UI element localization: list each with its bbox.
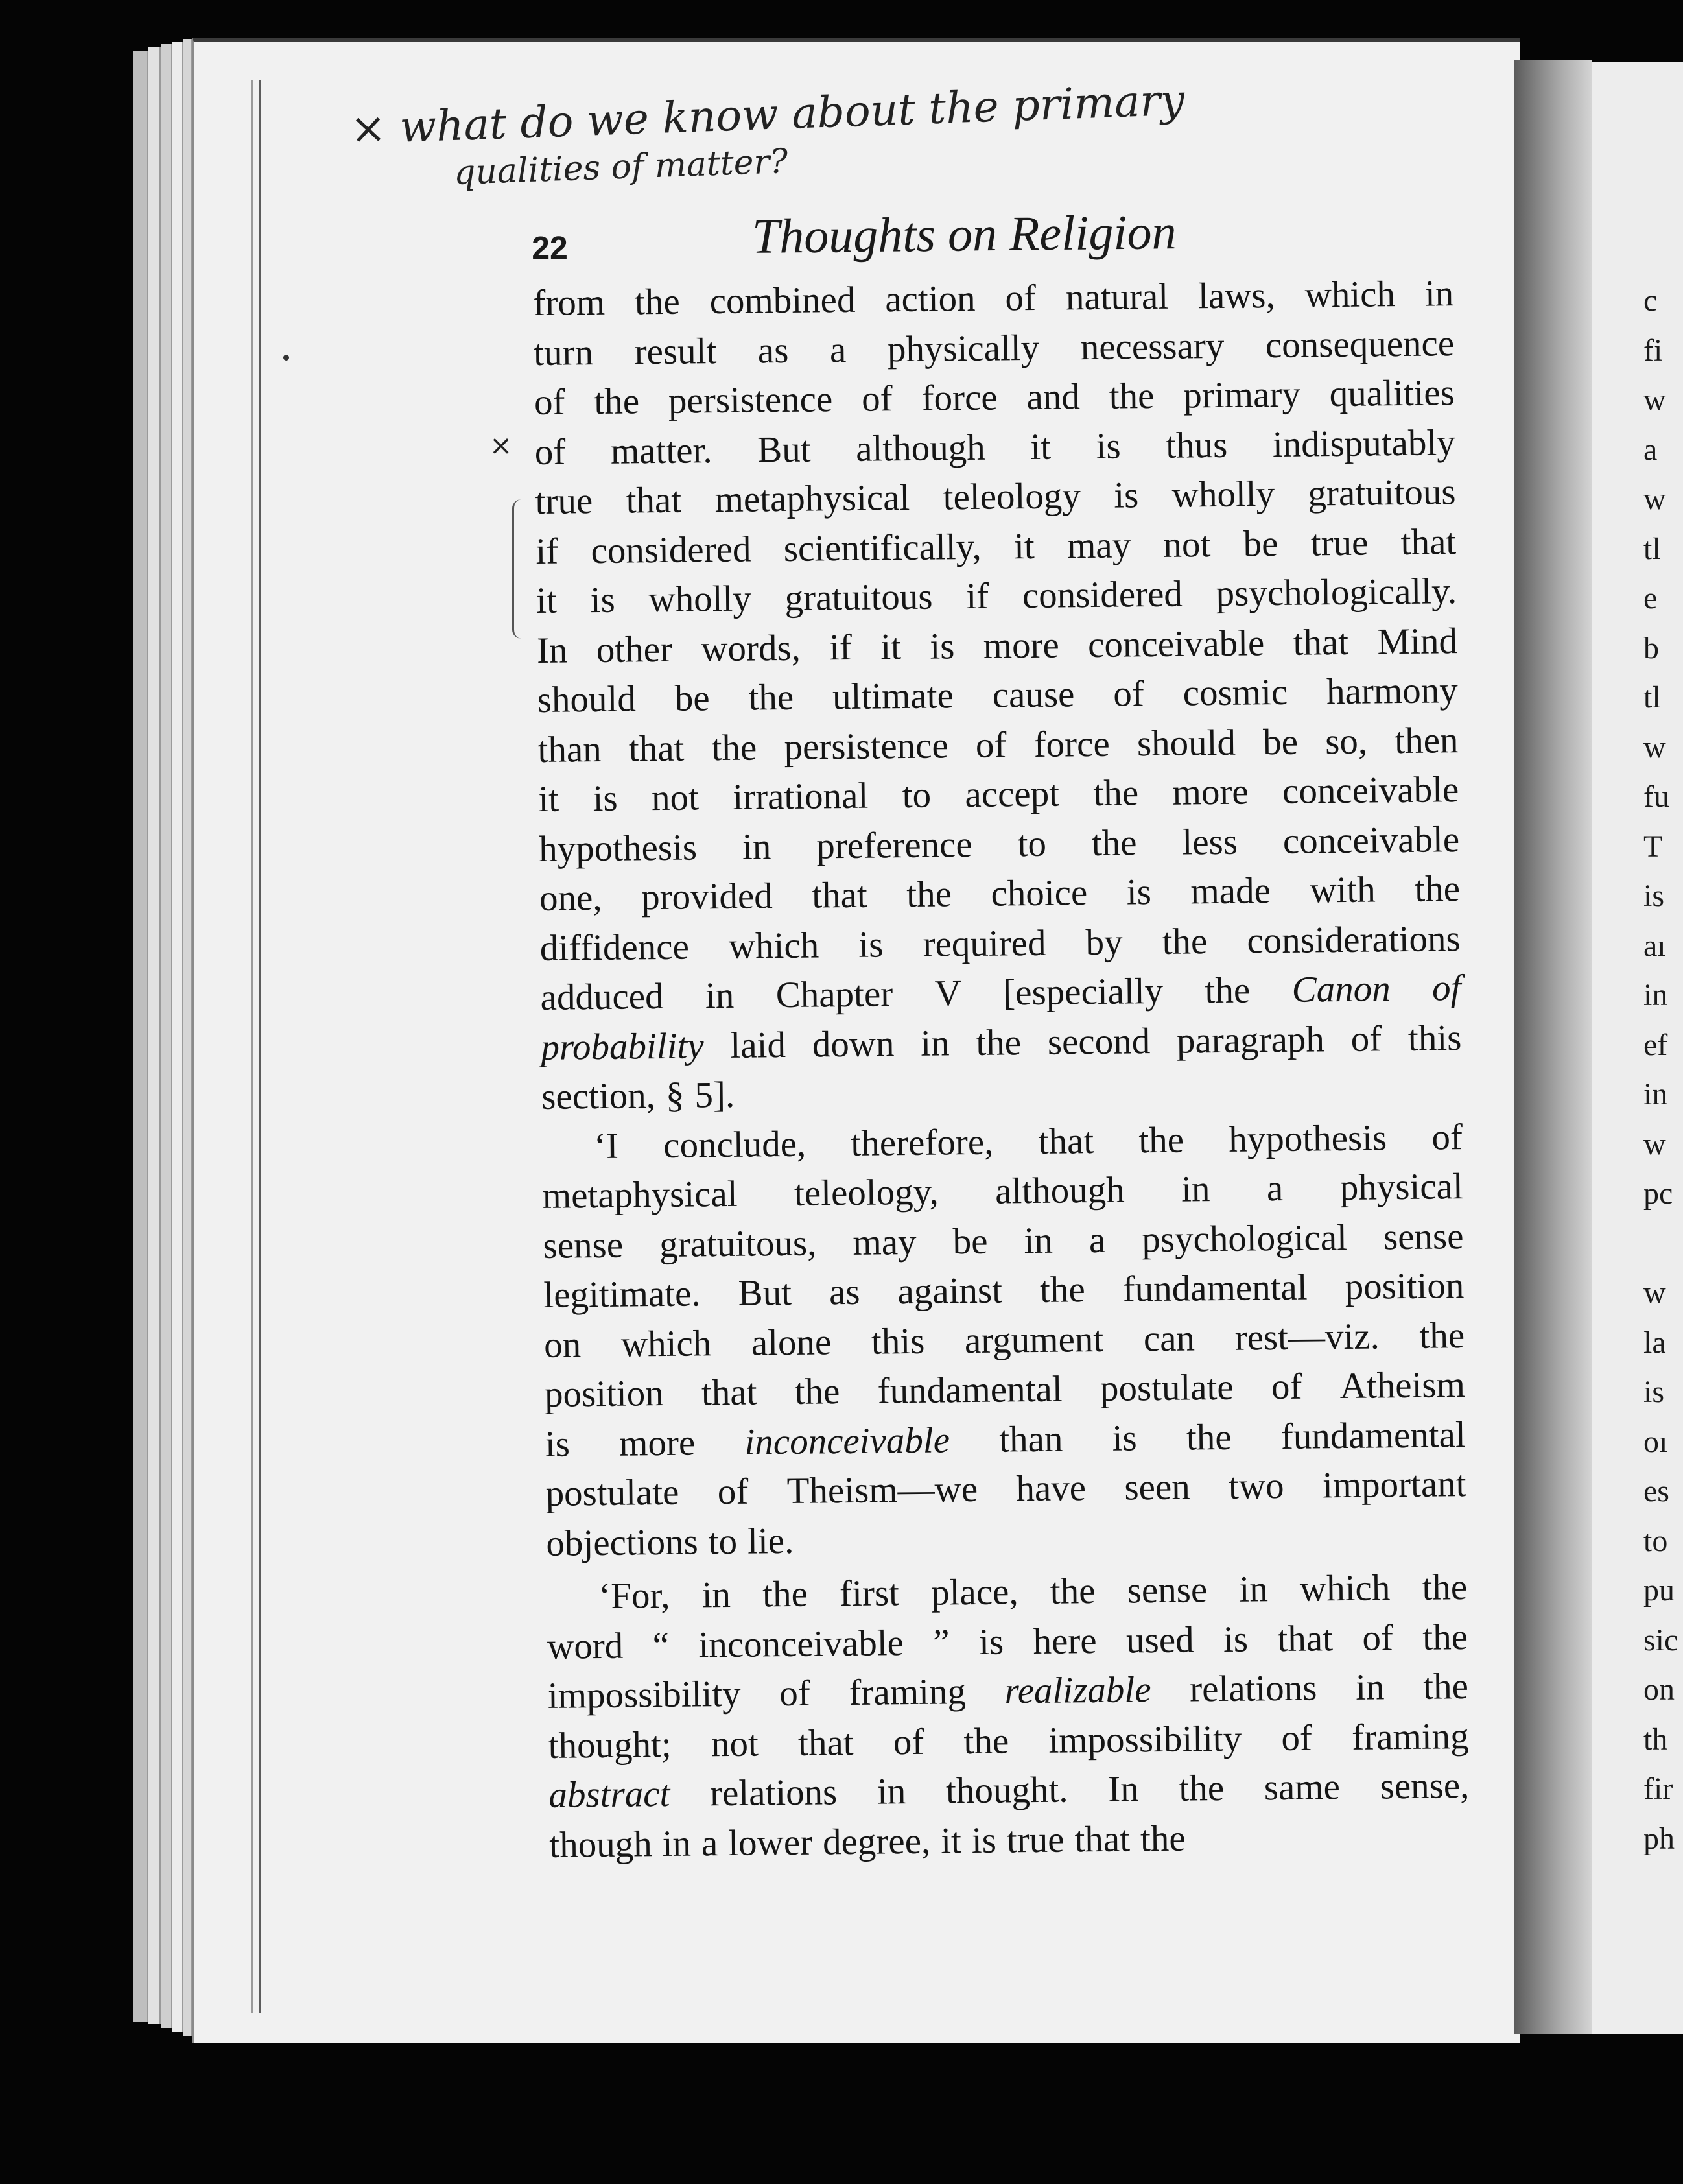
facing-page-fragment: fu [1643, 779, 1669, 814]
text-line: one, provided that the choice is made with the [539, 868, 1461, 919]
text-line: from the combined action of natural laws, which in [533, 273, 1454, 324]
page-header [532, 202, 1459, 270]
facing-page-fragment: fi [1643, 333, 1663, 368]
facing-page [1592, 62, 1683, 2034]
text-line: it is not irrational to accept the more conceivable [538, 769, 1459, 820]
text-line: position that the fundamental postulate of Atheism [544, 1364, 1466, 1415]
facing-page-fragment: in [1643, 1077, 1668, 1111]
text-line: metaphysical teleology, although in a physical [542, 1166, 1464, 1217]
page-edge [161, 44, 172, 2028]
facing-page-fragment: w [1643, 482, 1666, 516]
facing-page-fragment: th [1643, 1722, 1668, 1757]
text-line: legitimate. But as against the fundamental position [543, 1265, 1465, 1316]
facing-page-fragment: on [1643, 1672, 1675, 1707]
facing-page-fragment: a [1643, 432, 1658, 467]
facing-page-fragment: in [1643, 978, 1668, 1012]
facing-page-fragment: la [1643, 1325, 1666, 1360]
facing-page-fragment: fir [1643, 1772, 1673, 1806]
text-line: turn result as a physically necessary consequence [533, 322, 1455, 374]
facing-page-fragment: T [1643, 829, 1663, 864]
facing-page-fragment: oı [1643, 1424, 1668, 1459]
book-gutter [1514, 60, 1592, 2034]
facing-page-fragment: tl [1643, 680, 1661, 715]
text-line: of matter. But although it is thus indisputably [534, 421, 1456, 473]
facing-page-fragment: sic [1643, 1622, 1678, 1657]
page-edge-line [251, 80, 253, 2013]
text-line: abstract relations in thought. In the same sense, [548, 1765, 1470, 1816]
margin-x-mark: × [489, 429, 513, 461]
text-line: on which alone this argument can rest—viz. the [543, 1314, 1465, 1366]
facing-page-fragment: aı [1643, 928, 1666, 963]
page-edge [172, 42, 183, 2032]
text-line: word “ inconceivable ” is here used is that of the [547, 1616, 1468, 1667]
text-line: ‘For, in the first place, the sense in which the [598, 1567, 1468, 1617]
facing-page-fragment: tl [1643, 531, 1661, 566]
facing-page-fragment: to [1643, 1523, 1668, 1558]
text-line: should be the ultimate cause of cosmic harmony [537, 670, 1459, 720]
facing-page-fragment: w [1643, 730, 1666, 765]
facing-page-fragment: is [1643, 1375, 1665, 1409]
text-line: ‘I conclude, therefore, that the hypothesis of [593, 1116, 1463, 1167]
text-line: objections to lie. [546, 1520, 794, 1564]
facing-page-fragment: b [1643, 630, 1659, 665]
ink-spot [283, 355, 289, 361]
text-line: impossibility of framing realizable relations in the [547, 1666, 1469, 1716]
facing-page-fragment: ph [1643, 1821, 1675, 1856]
text-line: thought; not that of the impossibility of framing [548, 1715, 1469, 1766]
text-line: In other words, if it is more conceivable that Mind [536, 620, 1458, 671]
text-line: it is wholly gratuitous if considered psychologically. [536, 571, 1457, 621]
facing-page-fragment: es [1643, 1474, 1669, 1508]
facing-page-fragment: pu [1643, 1573, 1675, 1608]
page-edge [133, 51, 148, 2022]
running-head: Thoughts on Religion [751, 205, 1177, 264]
facing-page-fragment: pc [1643, 1176, 1673, 1211]
facing-page-fragment: is [1643, 879, 1665, 913]
facing-page-fragment: c [1643, 283, 1658, 318]
text-line: if considered scientifically, it may not be true that [536, 521, 1457, 572]
text-line: of the persistence of force and the primary qualities [534, 372, 1455, 423]
page-number: 22 [531, 229, 569, 267]
text-line: section, § 5]. [541, 1074, 735, 1117]
handwritten-note-line-1: × what do we know about the primary [349, 75, 1186, 154]
facing-page-fragment: e [1643, 581, 1658, 615]
body-text [533, 269, 1470, 1870]
margin-bracket [512, 499, 526, 639]
facing-page-fragment: w [1643, 383, 1666, 417]
page-edge [148, 47, 161, 2024]
text-line: sense gratuitous, may be in a psychological sense [543, 1215, 1464, 1266]
facing-page-fragment: ef [1643, 1027, 1668, 1062]
handwritten-note-line-2: qualities of matter? [453, 142, 789, 193]
text-line: is more inconceivable than is the fundamental [545, 1414, 1466, 1465]
text-line: though in a lower degree, it is true that the [548, 1818, 1186, 1866]
text-line: probability laid down in the second paragraph of this [541, 1017, 1462, 1068]
text-line: diffidence which is required by the considerations [539, 918, 1461, 969]
text-line: adduced in Chapter V [especially the Canon of [540, 967, 1461, 1018]
facing-page-fragment: w [1643, 1126, 1666, 1161]
text-line: than that the persistence of force should be so, then [537, 719, 1459, 770]
text-line: true that metaphysical teleology is wholly gratuitous [535, 471, 1456, 522]
text-line: postulate of Theism—we have seen two important [545, 1464, 1466, 1514]
page-edge-line [259, 80, 261, 2013]
text-line: hypothesis in preference to the less conceivable [538, 818, 1460, 870]
page-edge [183, 39, 192, 2036]
facing-page-fragment: w [1643, 1276, 1666, 1310]
